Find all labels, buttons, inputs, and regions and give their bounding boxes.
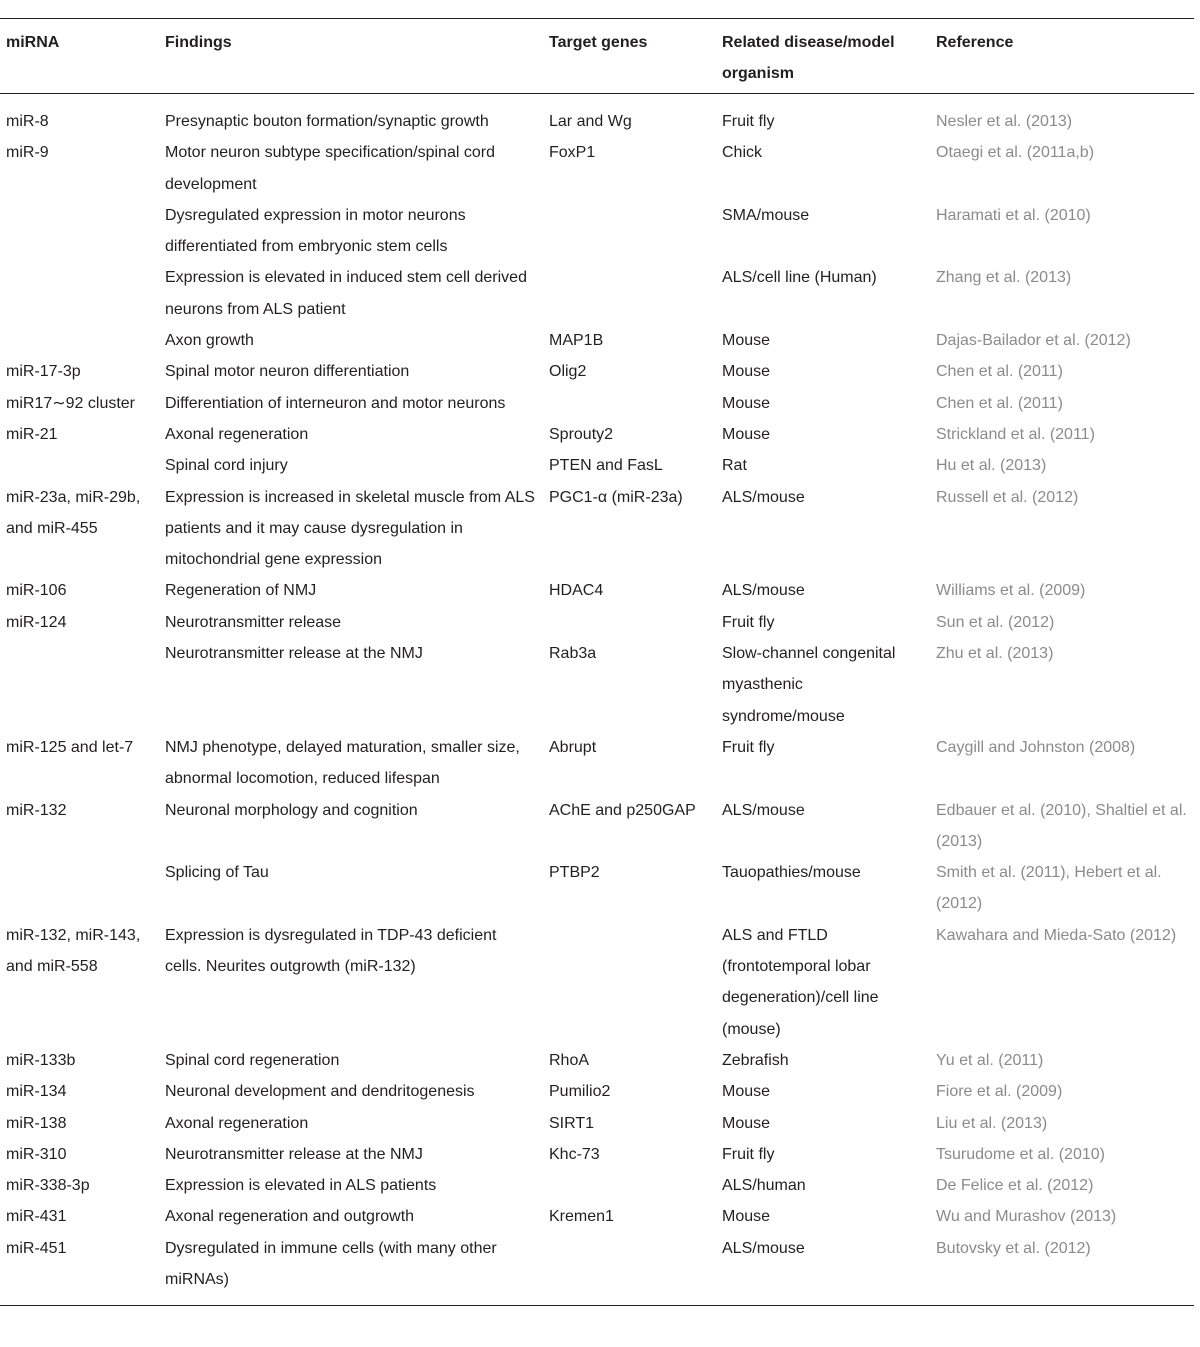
cell-findings: Neuronal morphology and cognition [165,801,418,819]
cell-related-disease: Mouse [722,425,771,443]
cell-related-disease: Mouse [722,394,771,412]
table-row [0,638,1194,732]
cell-findings: Presynaptic bouton formation/synaptic growth [165,113,489,130]
cell-findings: Neurotransmitter release [165,613,342,631]
cell-findings: Axonal regeneration [165,1114,309,1132]
table-row [0,419,1194,450]
table-row [0,1201,1194,1232]
header-mirna: miRNA [0,19,159,94]
cell-related-disease: Rat [722,457,747,475]
cell-reference: Zhu et al. (2013) [936,645,1054,663]
cell-reference: Haramati et al. (2010) [936,206,1091,224]
table-row [0,607,1194,638]
cell-related-disease: Fruit fly [722,113,775,130]
cell-findings: Differentiation of interneuron and motor neurons [165,394,506,412]
cell-related-disease: Fruit fly [722,738,775,756]
table-row [0,795,1194,858]
cell-mirna: miR-338-3p [6,1177,90,1195]
spacer-cell [0,94,1194,107]
cell-findings: Expression is increased in skeletal muscle from ALS patients and it may cause dysregulation in mitochondrial gene expression [165,488,535,569]
cell-reference: Strickland et al. (2011) [936,425,1095,443]
cell-reference: De Felice et al. (2012) [936,1177,1094,1195]
cell-reference: Wu and Murashov (2013) [936,1208,1117,1226]
table-row [0,388,1194,419]
cell-mirna: miR-310 [6,1145,67,1163]
cell-target-genes: PTEN and FasL [549,457,663,475]
cell-findings: Neuronal development and dendritogenesis [165,1083,475,1101]
table-body [0,94,1194,1306]
cell-target-genes [543,1170,716,1201]
cell-mirna: miR-106 [6,582,67,600]
cell-findings: Axonal regeneration [165,425,309,443]
cell-target-genes: HDAC4 [549,582,604,600]
cell-target-genes: AChE and p250GAP [549,801,696,819]
cell-findings: Expression is elevated in induced stem cell derived neurons from ALS patient [165,269,527,318]
table-row [0,325,1194,356]
table-row [0,1233,1194,1296]
cell-reference: Sun et al. (2012) [936,613,1055,631]
cell-related-disease: ALS/cell line (Human) [722,269,877,287]
cell-findings: Spinal cord regeneration [165,1051,340,1069]
cell-related-disease: Fruit fly [722,613,775,631]
cell-reference: Williams et al. (2009) [936,582,1086,600]
cell-related-disease: Mouse [722,363,771,381]
table-row [0,575,1194,606]
cell-related-disease: ALS and FTLD (frontotemporal lobar degeneration)/cell line (mouse) [722,926,879,1038]
cell-target-genes: SIRT1 [549,1114,595,1132]
cell-mirna: miR-23a, miR-29b, and miR-455 [6,488,141,537]
table-row [0,920,1194,1045]
cell-target-genes: PGC1-α (miR-23a) [549,488,683,506]
cell-mirna: miR-132, miR-143, and miR-558 [6,926,141,976]
table-row [0,482,1194,576]
cell-mirna: miR-124 [6,613,67,631]
cell-mirna: miR-125 and let-7 [6,738,134,756]
cell-mirna: miR-9 [6,144,49,162]
cell-findings: Dysregulated in immune cells (with many other miRNAs) [165,1239,497,1288]
cell-findings: Expression is dysregulated in TDP-43 deficient cells. Neurites outgrowth (miR-132) [165,926,497,976]
cell-target-genes: Pumilio2 [549,1083,611,1101]
tail-cell [0,1295,1194,1305]
cell-reference: Liu et al. (2013) [936,1114,1048,1132]
cell-target-genes [543,262,716,325]
table-header [0,19,1194,94]
table-row [0,137,1194,200]
cell-reference: Nesler et al. (2013) [936,113,1073,130]
cell-findings: Axon growth [165,332,254,350]
table-row [0,200,1194,263]
cell-reference: Edbauer et al. (2010), Shaltiel et al. (2013) [936,801,1187,850]
cell-reference: Smith et al. (2011), Hebert et al. (2012) [936,864,1162,913]
cell-findings: Neurotransmitter release at the NMJ [165,645,423,663]
cell-reference: Fiore et al. (2009) [936,1083,1063,1101]
table-row [0,1076,1194,1107]
header-findings: Findings [159,19,543,94]
table-row [0,1045,1194,1076]
cell-target-genes [543,388,716,419]
cell-mirna: miR-8 [6,113,49,130]
cell-mirna [0,262,159,325]
cell-target-genes: Olig2 [549,363,587,381]
cell-related-disease: SMA/mouse [722,206,810,224]
cell-reference: Kawahara and Mieda-Sato (2012) [936,926,1177,944]
cell-mirna: miR-451 [6,1239,67,1257]
cell-reference: Caygill and Johnston (2008) [936,738,1136,756]
cell-reference: Chen et al. (2011) [936,363,1063,381]
header-related-disease: Related disease/model organism [716,19,930,94]
cell-mirna: miR-431 [6,1208,67,1226]
cell-findings: Axonal regeneration and outgrowth [165,1208,415,1226]
cell-related-disease: ALS/mouse [722,582,805,600]
table-row [0,262,1194,325]
cell-mirna: miR-17-3p [6,363,81,381]
cell-related-disease: Mouse [722,332,771,350]
cell-findings: Spinal cord injury [165,457,288,475]
cell-reference: Otaegi et al. (2011a,b) [936,144,1095,162]
header-reference: Reference [930,19,1194,94]
mirna-table [0,19,1194,1305]
cell-findings: NMJ phenotype, delayed maturation, smaller size, abnormal locomotion, reduced lifespan [165,738,520,788]
cell-findings: Regeneration of NMJ [165,582,317,600]
cell-reference: Hu et al. (2013) [936,457,1047,475]
cell-related-disease: ALS/human [722,1177,806,1195]
cell-findings: Neurotransmitter release at the NMJ [165,1145,423,1163]
cell-target-genes: Sprouty2 [549,425,614,443]
cell-findings: Expression is elevated in ALS patients [165,1177,437,1195]
cell-reference: Zhang et al. (2013) [936,269,1072,287]
cell-mirna: miR-134 [6,1083,67,1101]
cell-mirna [0,325,159,356]
table-row [0,1170,1194,1201]
cell-related-disease: ALS/mouse [722,488,805,506]
cell-target-genes: Rab3a [549,645,597,663]
cell-related-disease: Chick [722,144,763,162]
table-row [0,732,1194,795]
cell-target-genes: Lar and Wg [549,113,632,130]
cell-findings: Motor neuron subtype specification/spinal cord development [165,144,495,193]
cell-mirna: miR-133b [6,1051,76,1069]
cell-related-disease: ALS/mouse [722,1239,805,1257]
table-row [0,356,1194,387]
cell-target-genes: RhoA [549,1051,590,1069]
cell-findings: Splicing of Tau [165,864,269,882]
cell-mirna: miR17∼92 cluster [6,394,136,412]
cell-mirna [0,200,159,263]
tail-row [0,1295,1194,1305]
table-row [0,450,1194,481]
cell-target-genes: PTBP2 [549,864,600,882]
cell-related-disease: ALS/mouse [722,801,805,819]
cell-reference: Tsurudome et al. (2010) [936,1145,1105,1163]
table-row [0,1108,1194,1139]
table-row [0,857,1194,920]
cell-target-genes: Abrupt [549,738,597,756]
cell-related-disease: Slow-channel congenital myasthenic syndrome/mouse [722,645,896,725]
cell-findings: Spinal motor neuron differentiation [165,363,410,381]
table-row [0,1139,1194,1170]
cell-reference: Russell et al. (2012) [936,488,1079,506]
header-target-genes: Target genes [543,19,716,94]
cell-target-genes [543,200,716,263]
cell-related-disease: Fruit fly [722,1145,775,1163]
cell-target-genes: Khc-73 [549,1145,600,1163]
cell-target-genes: Kremen1 [549,1208,614,1226]
cell-target-genes: FoxP1 [549,144,596,162]
cell-related-disease: Zebrafish [722,1051,789,1069]
cell-reference: Yu et al. (2011) [936,1051,1044,1069]
cell-target-genes [543,1233,716,1296]
table-row [0,106,1194,137]
mirna-table-container [0,18,1194,1306]
cell-target-genes: MAP1B [549,332,604,350]
cell-reference: Dajas-Bailador et al. (2012) [936,332,1131,350]
cell-related-disease: Tauopathies/mouse [722,864,861,882]
cell-related-disease: Mouse [722,1208,771,1226]
spacer-row [0,94,1194,107]
cell-target-genes [543,607,716,638]
cell-findings: Dysregulated expression in motor neurons differentiated from embryonic stem cells [165,206,466,256]
header-row [0,19,1194,94]
cell-target-genes [543,920,716,1045]
cell-mirna [0,638,159,732]
cell-mirna [0,857,159,920]
cell-related-disease: Mouse [722,1114,771,1132]
cell-mirna: miR-138 [6,1114,67,1132]
cell-reference: Chen et al. (2011) [936,394,1063,412]
cell-mirna: miR-21 [6,425,58,443]
cell-mirna: miR-132 [6,801,67,819]
cell-reference: Butovsky et al. (2012) [936,1239,1091,1257]
cell-mirna [0,450,159,481]
cell-related-disease: Mouse [722,1083,771,1101]
